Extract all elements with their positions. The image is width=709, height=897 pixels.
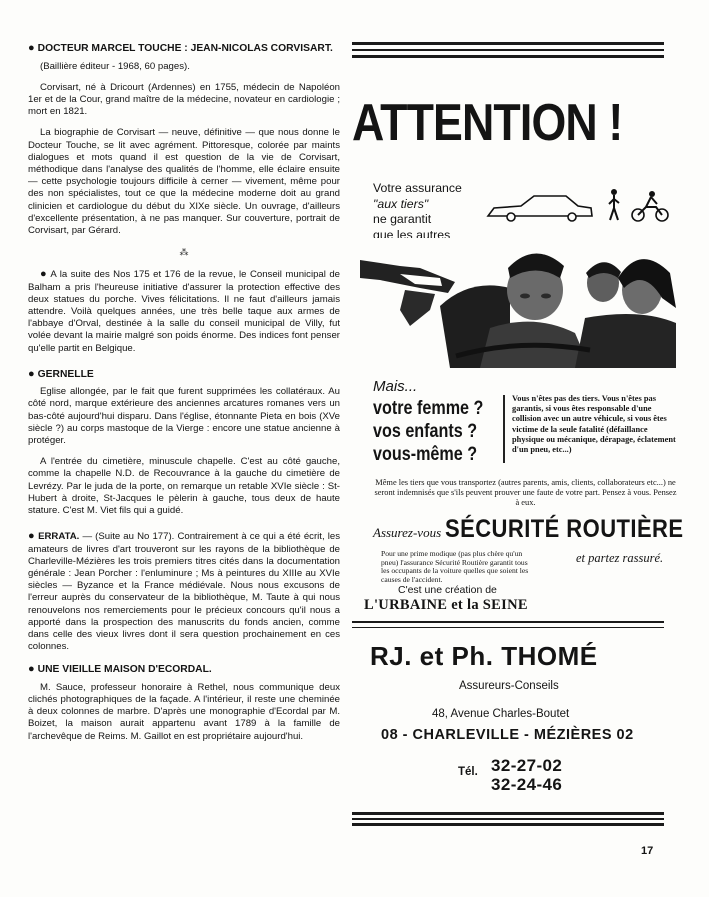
ad-assurez: Assurez-vous: [373, 525, 442, 540]
ad-brand: SÉCURITÉ ROUTIÈRE: [445, 515, 684, 543]
asterism-divider: ⁂: [179, 247, 189, 258]
article-errata: ● ERRATA. — (Suite au No 177). Contrairement à ce qui a été écrit, les amateurs de livres d'art trouveront sur les rayons de la bibliothèque de Charleville-Mézières les trois premiers titres cités dans la documentation générale : Jean Porcher : l'enluminure ; Ms à peintures du XIIIe au XVIe siècles — Byzance et la France médiévale. Nous nous excusons de l'erreur auprès du conservateur de la bibliothèque, M. Taute à qui nous renouvelons nos remerciements pour le précieux concours qu'il nous a apporté dans la prospection des manuscrits du fonds ancien, comme dans celle des vieux livres dont il sera question prochainement en ces colonnes.: [28, 530, 340, 653]
bullet-icon: ●: [28, 367, 35, 380]
agent-role: Assureurs-Conseils: [459, 680, 559, 692]
bullet-icon: ●: [28, 663, 35, 676]
agent-name: RJ. et Ph. THOMÉ: [370, 641, 598, 671]
ad-transported-text: Même les tiers que vous transportez (autres parents, amis, clients, collaborateurs etc...) ne seront indemnisés que s'ils peuvent prouver une faute de votre part. Pensez à vous. Pensez à eux.: [374, 478, 677, 508]
ad-insurance-line: "aux tiers": [373, 196, 429, 211]
ad-mid-rule-thin: [352, 627, 664, 628]
ad-top-rule: [352, 42, 664, 45]
ad-headline: ATTENTION !: [352, 94, 623, 152]
ad-insurance-line: ne garantit: [373, 212, 432, 226]
ad-urbaine-logo: L'URBAINE et la SEINE: [364, 597, 528, 613]
bullet-icon: ●: [28, 530, 36, 543]
article-ecordal-title: ● UNE VIEILLE MAISON D'ECORDAL.: [28, 663, 212, 676]
ad-prime-text: Pour une prime modique (pas plus chère qu'un pneu) l'assurance Sécurité Routière garantit tous les occupants de la voiture quelles que soient les causes de l'accident.: [381, 549, 529, 584]
article-corvisart-title: ● DOCTEUR MARCEL TOUCHE : JEAN-NICOLAS CORVISART.: [28, 42, 333, 54]
agent-tel-2: 32-24-46: [491, 775, 563, 794]
ad-question-vous: vous-même ?: [373, 444, 478, 465]
bullet-icon: ●: [40, 268, 48, 281]
article-gernelle-title: ● GERNELLE: [28, 367, 94, 380]
article-gernelle-p2: A l'entrée du cimetière, minuscule chapelle. C'est au côté gauche, comme la chapelle N.D. de Recouvrance à la gauche du cimetière de Levrézy. Par le juda de la porte, on remarque un retable XVIe siècle : St-Hubert à droite, St-Jacques le pèlerin à gauche, tous deux de haute stature. C'est M. Viet fils qui a guidé.: [28, 456, 340, 517]
ad-photo-family-in-car: [360, 238, 676, 368]
ad-bottom-rule: [352, 812, 664, 815]
ad-bottom-rule-thin: [352, 818, 664, 820]
ad-insurance-line: Votre assurance: [373, 181, 462, 195]
article-corvisart-publisher: (Baillière éditeur - 1968, 60 pages).: [40, 60, 190, 72]
ad-partez: et partez rassuré.: [576, 551, 664, 565]
ad-question-femme: votre femme ?: [373, 398, 484, 419]
page-number: 17: [641, 845, 654, 857]
agent-tel-label: Tél.: [458, 766, 478, 778]
article-balham: ● A la suite des Nos 175 et 176 de la revue, le Conseil municipal de Balham a pris l'heureuse initiative d'assurer la protection effective des deux statues du porche. Vives félicitations. Il ne faut d'ailleurs jamais attendre. Voilà quelques années, une très belle taque aux armes de l'abbaye d'Orval, destinée à la salle du conseil municipal de Villy, fut volée devant la mairie malgré son poids énorme. Des indices font penser qu'elle partit en Belgique.: [28, 268, 340, 354]
ad-divider: [503, 395, 505, 463]
ad-victim-text: Vous n'êtes pas des tiers. Vous n'êtes pas garantis, si vous êtes responsable d'une collision avec un autre véhicule, si vous êtes victime de la seule fatalité (défaillance physique ou mécanique, dérapage, éclatement d'un pneu, etc...): [512, 394, 676, 455]
ad-mais: Mais...: [373, 378, 418, 395]
ad-question-enfants: vos enfants ?: [373, 421, 478, 442]
ad-mid-rule: [352, 621, 664, 623]
ad-creation: C'est une création de: [398, 584, 497, 596]
ad-question-block: [373, 377, 503, 466]
agent-city: 08 - CHARLEVILLE - MÉZIÈRES 02: [381, 727, 634, 743]
bullet-icon: ●: [28, 42, 35, 54]
agent-address: 48, Avenue Charles-Boutet: [432, 708, 570, 720]
article-gernelle-p1: Eglise allongée, par le fait que furent supprimées les collatéraux. Au côté nord, marque extérieure des anciennes arcatures romanes vers un bas-côté aujourd'hui disparu. Dans l'église, étonnante Pieta en bois (XVe siècle ?) au corps mastoque de la Vierge : encore une statue ancienne à protéger.: [28, 386, 340, 447]
left-column: [28, 42, 340, 752]
article-corvisart-review: La biographie de Corvisart — neuve, définitive — que nous donne le Docteur Touche, se lit avec agrément. Pittoresque, colorée par maints dialogues et mots quand il est question de la vie de Corvisart, méthodique dans l'analyse des qualités de l'homme, elle éclaire ensuite — cette psychologie toujours difficile à cerner — vivement, même pour des non spécialistes, tout ce que la médecine moderne doit au grand clinicien et cardiologue du début du XIXe siècle. Un ouvrage, d'ailleurs d'excellente présentation, à ne pas manquer. Sur couverture, portrait de Corvisart, par Gérard.: [28, 127, 340, 236]
car-pedestrian-cyclist-icon: [486, 186, 676, 226]
article-ecordal-body: M. Sauce, professeur honoraire à Rethel, nous communique deux clichés photographiques de la façade. A l'intérieur, il reste une cheminée à deux colonnes de marbre. D'après une monographie d'Ecordal par M. Boizet, la maison aurait appartenu avant 1789 à la famille de l'archevêque de Reims. M. Gaillot en est propriétaire aujourd'hui.: [28, 681, 340, 742]
ad-top-rule-2: [352, 55, 664, 58]
ad-insurance-text: [373, 181, 462, 243]
agent-tel-1: 32-27-02: [491, 756, 563, 775]
ad-top-rule-thin: [352, 49, 664, 51]
ad-insurance-line: que les autres: [373, 227, 451, 242]
article-errata-title: ERRATA.: [38, 531, 80, 543]
ad-slogan: [373, 515, 709, 544]
article-corvisart-bio: Corvisart, né à Dricourt (Ardennes) en 1755, médecin de Napoléon 1er et de la Cour, grand maître de la médecine, novateur en cardiologie ; mort en 1821.: [28, 81, 340, 118]
ad-bottom-rule-2: [352, 823, 664, 826]
